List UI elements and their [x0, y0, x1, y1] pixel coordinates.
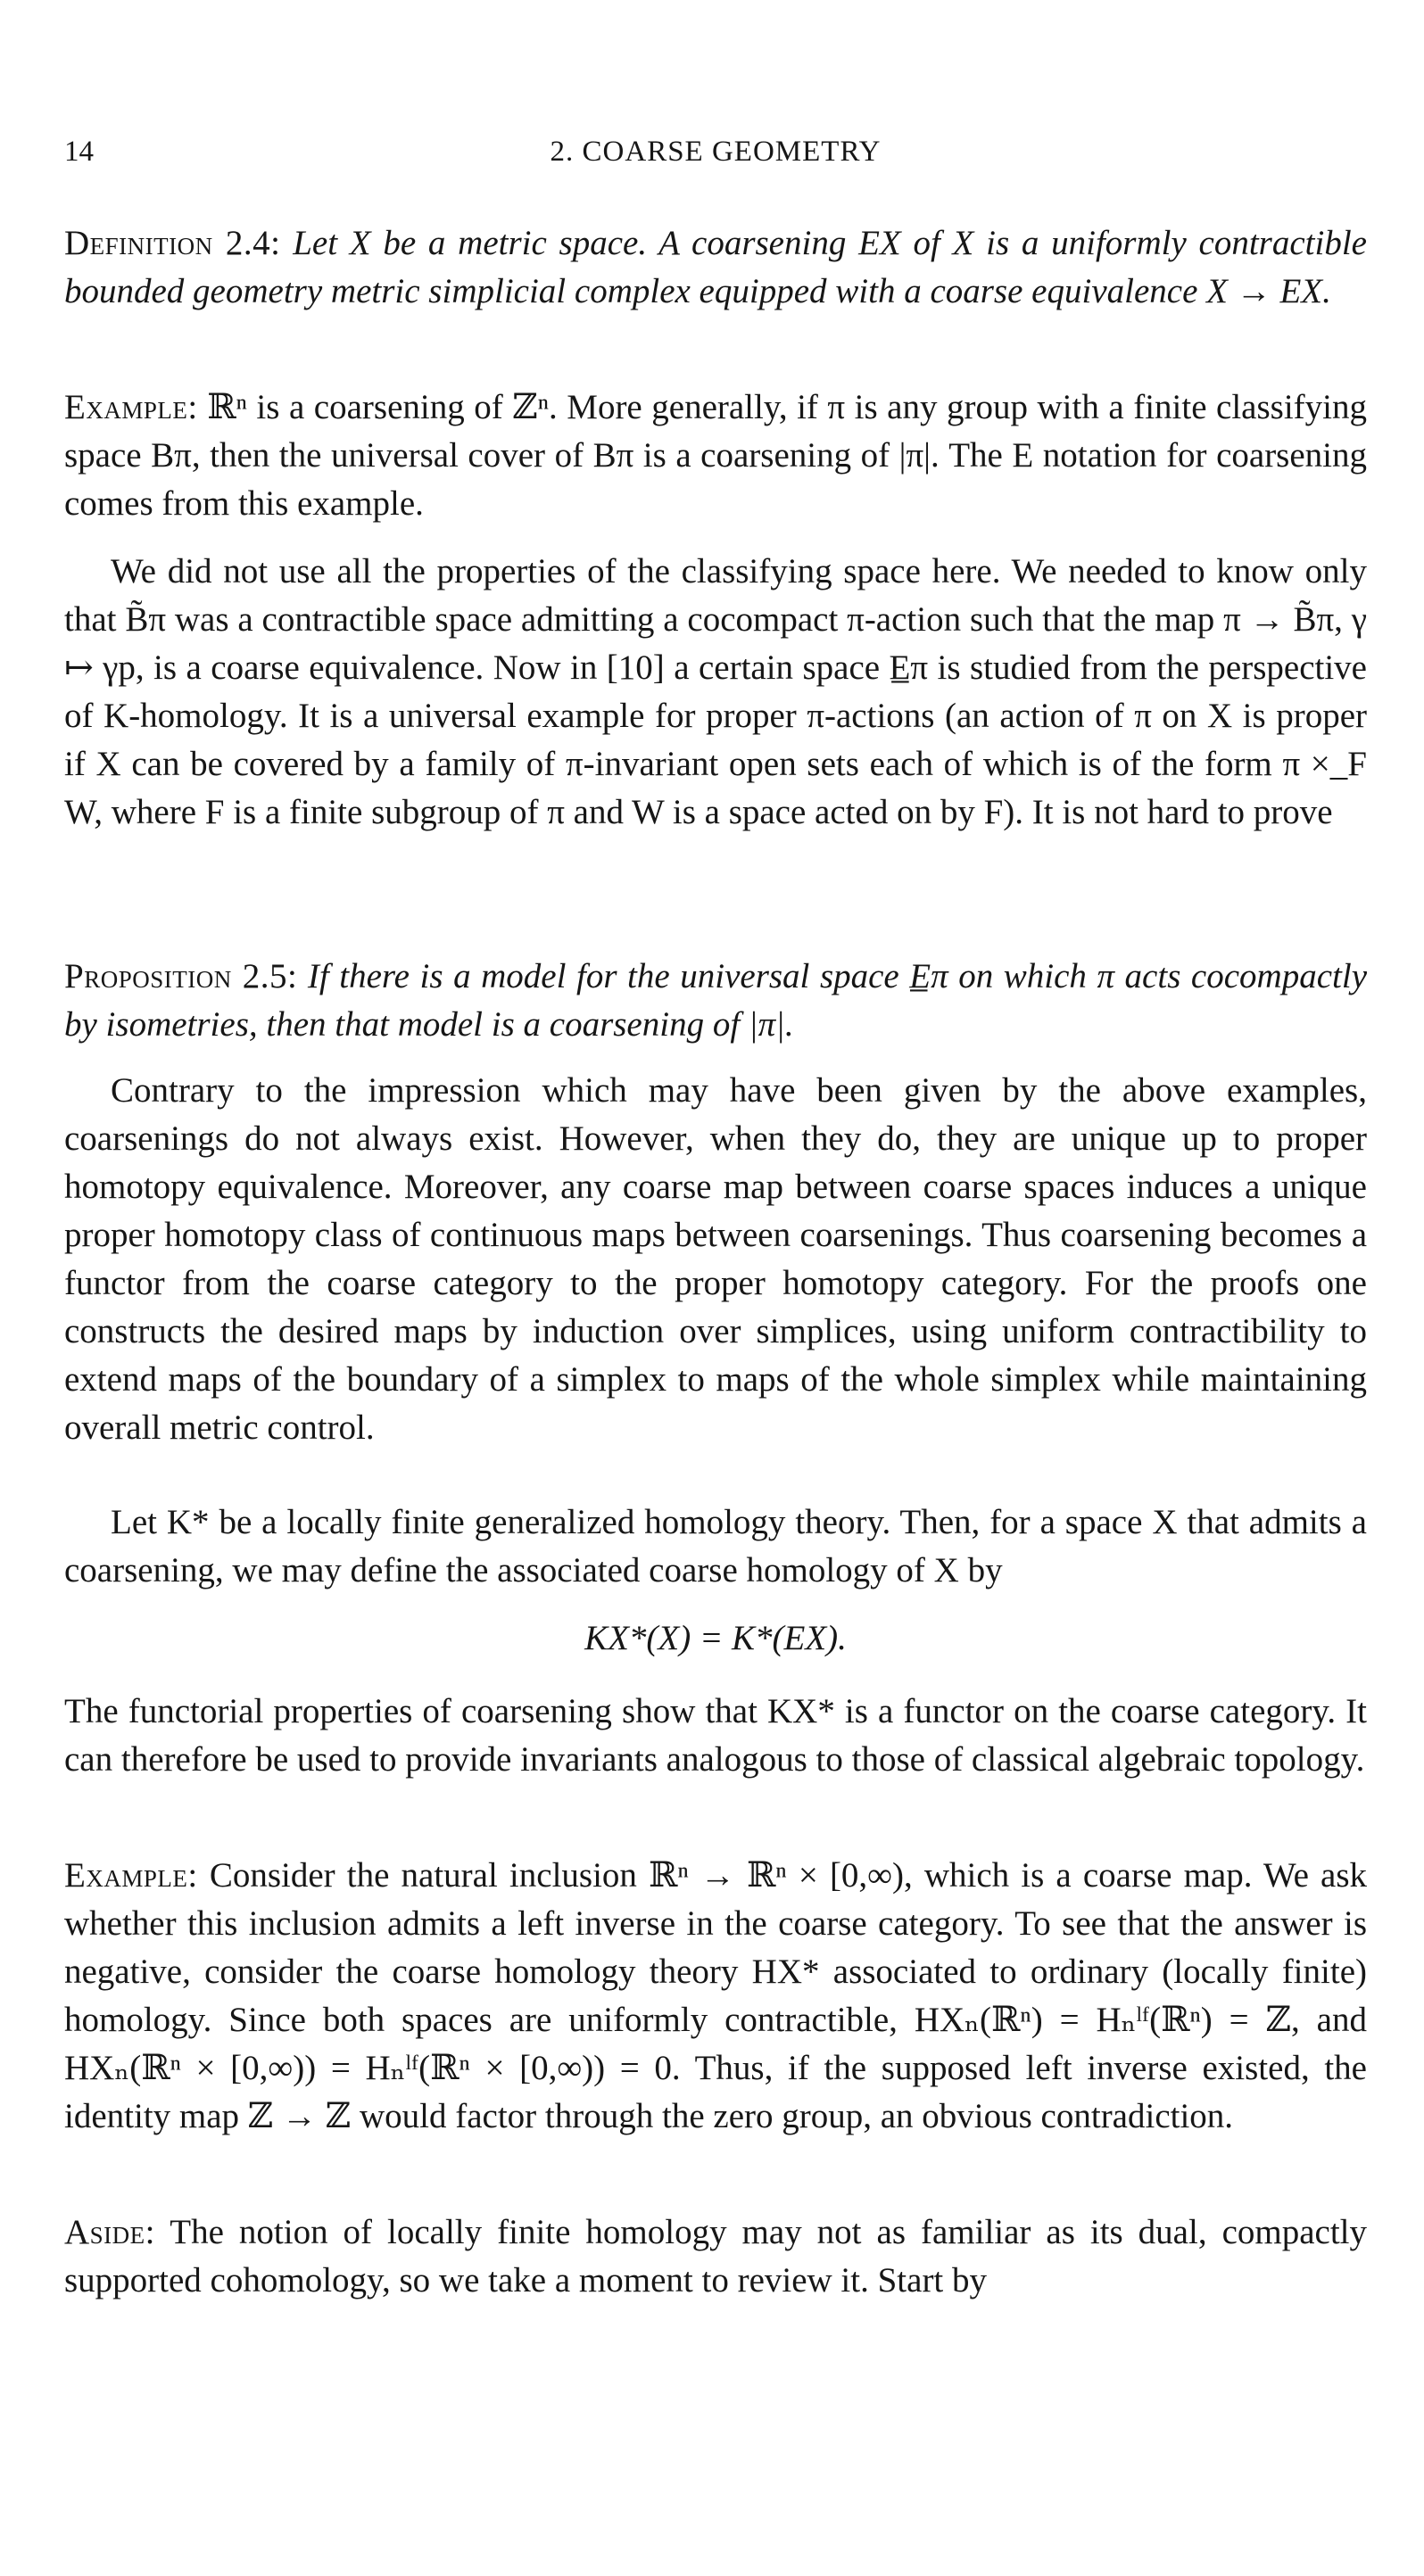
- example-2: [64, 1852, 1367, 2141]
- example-1-text: ℝⁿ is a coarsening of ℤⁿ. More generally, if π is any group with a finite classifying space Bπ, then the universal cover of Bπ is a coarsening of |π|. The E notation for coarsening comes from this example.: [64, 388, 1367, 523]
- definition-text: Let X be a metric space. A coarsening EX of X is a uniformly contractible bounded geometry metric simplicial complex equipped with a coarse equivalence X → EX.: [64, 224, 1367, 310]
- paragraph-2: Contrary to the impression which may have been given by the above examples, coarsenings do not always exist. However, when they do, they are unique up to proper homotopy equivalence. Moreover, any coarse map between coarse spaces induces a unique proper homotopy class of continuous maps between coarsenings. Thus coarsening becomes a functor from the coarse category to the proper homotopy category. For the proofs one constructs the desired maps by induction over simplices, using uniform contractibility to extend maps of the boundary of a simplex to maps of the whole simplex while maintaining overall metric control.: [64, 1071, 1367, 1447]
- aside-text: The notion of locally finite homology may not as familiar as its dual, compactly supported cohomology, so we take a moment to review it. Start by: [64, 2213, 1367, 2299]
- proposition-text: If there is a model for the universal space E̲π on which π acts cocompactly by isometries, then that model is a coarsening of |π|.: [64, 957, 1368, 1044]
- definition-2-4: [64, 219, 1367, 316]
- example-2-label: Example:: [64, 1856, 198, 1895]
- aside-label: Aside:: [64, 2213, 155, 2251]
- page-number: 14: [64, 136, 94, 168]
- paragraph-1: We did not use all the properties of the classifying space here. We needed to know only that B̃π was a contractible space admitting a cocompact π-action such that the map π → B̃π, γ ↦ γp, is a coarse equivalence. Now in [10] a certain space E̲π is studied from the perspective of K-homology. It is a universal example for proper π-actions (an action of π on X is proper if X can be covered by a family of π-invariant open sets each of which is of the form π ×_F W, where F is a finite subgroup of π and W is a space acted on by F). It is not hard to prove: [64, 552, 1367, 831]
- chapter-title: 2. COARSE GEOMETRY: [550, 136, 882, 168]
- paragraph-3: Let K* be a locally finite generalized homology theory. Then, for a space X that admits a coarsening, we may define the associated coarse homology of X by: [64, 1503, 1367, 1589]
- proposition-2-5: [64, 953, 1367, 1049]
- running-header: [64, 136, 1367, 177]
- paragraph-4: The functorial properties of coarsening show that KX* is a functor on the coarse category. It can therefore be used to provide invariants analogous to those of classical algebraic topology.: [64, 1692, 1367, 1779]
- example-2-text: Consider the natural inclusion ℝⁿ → ℝⁿ × [0,∞), which is a coarse map. We ask whether this inclusion admits a left inverse in the coarse category. To see that the answer is negative, consider the coarse homology theory HX* associated to ordinary (locally finite) homology. Since both spaces are uniformly contractible, HXₙ(ℝⁿ) = Hₙˡᶠ(ℝⁿ) = ℤ, and HXₙ(ℝⁿ × [0,∞)) = Hₙˡᶠ(ℝⁿ × [0,∞)) = 0. Thus, if the supposed left inverse existed, the identity map ℤ → ℤ would factor through the zero group, an obvious contradiction.: [64, 1856, 1368, 2135]
- example-1-label: Example:: [64, 388, 198, 426]
- aside: [64, 2209, 1367, 2305]
- definition-label: Definition 2.4:: [64, 224, 281, 262]
- example-1: [64, 384, 1367, 528]
- equation-coarse-homology: KX*(X) = K*(EX).: [584, 1619, 847, 1657]
- proposition-label: Proposition 2.5:: [64, 957, 298, 995]
